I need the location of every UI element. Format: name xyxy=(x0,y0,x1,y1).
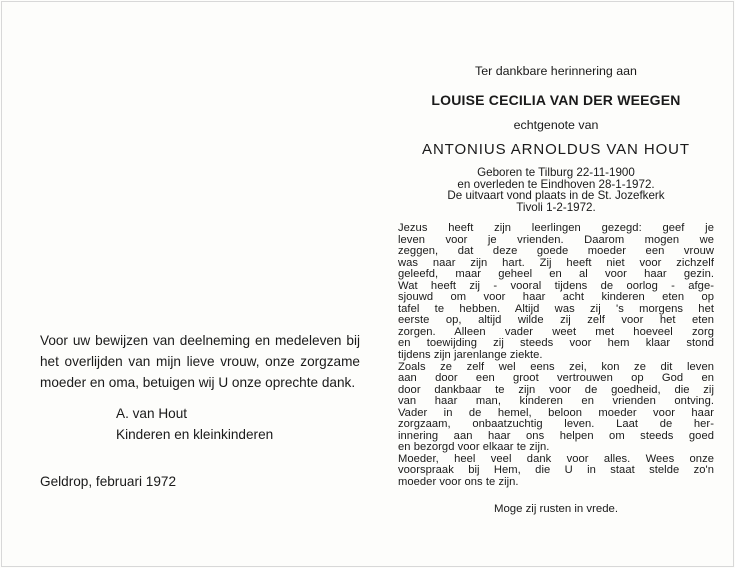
eulogy-line: en bezorgd voor elkaar te zijn. xyxy=(398,441,550,454)
life-dates xyxy=(398,167,714,213)
eulogy-line: leven voor je vrienden. Daarom mogen we xyxy=(398,233,714,246)
eulogy-line: Moeder, heel veel dank voor alles. Wees onze xyxy=(398,452,714,465)
eulogy-line: zorgzaam, onbaatzuchtig leven. Laat de her- xyxy=(398,418,714,431)
eulogy-line: door dankbaar te zijn voor de goedheid, die zij xyxy=(398,383,714,396)
thanks-message: Voor uw bewijzen van deelneming en medeleven bij het overlijden van mijn lieve vrouw, onze zorgzame moeder en oma, betuigen wij U onze oprechte dank. xyxy=(40,333,360,390)
spouse-label: echtgenote van xyxy=(513,118,599,132)
eulogy-line: voorspraak bij Hem, die U in staat stelde zo'n xyxy=(398,464,714,477)
eulogy-line: van haar man, kinderen en vrienden ontving. xyxy=(398,395,714,408)
eulogy-line: was naar zijn hart. Zij heeft niet voor zichzelf xyxy=(398,256,714,269)
eulogy-line: eerste op, altijd wilde zij zelf voor het eten xyxy=(398,314,714,327)
eulogy-line: Wat heeft zij - vooral tijdens de oorlog - afge- xyxy=(398,279,714,292)
closing-line: Moge zij rusten in vrede. xyxy=(493,503,619,515)
funeral-date-line: Tivoli 1-2-1972. xyxy=(516,200,596,214)
eulogy-line: tafel te hebben. Altijd was zij 's morgens het xyxy=(398,302,714,315)
family-line: Kinderen en kleinkinderen xyxy=(116,427,274,442)
eulogy-line: geleefd, maar geheel en al voor haar gezin. xyxy=(398,268,714,281)
eulogy-line: innering aan haar ons helpen om steeds goed xyxy=(398,429,714,442)
signature-block xyxy=(116,403,360,445)
spouse-name: ANTONIUS ARNOLDUS VAN HOUT xyxy=(422,141,690,158)
eulogy-line: Vader in de hemel, beloon moeder voor haar xyxy=(398,406,714,419)
intro-line: Ter dankbare herinnering aan xyxy=(475,64,637,78)
eulogy-line: Zoals ze zelf wel eens zei, kon ze dit leven xyxy=(398,360,714,373)
eulogy-line: Jezus heeft zijn leerlingen gezegd: geef je xyxy=(398,222,714,234)
eulogy-line: aan door een groot vertrouwen op God en xyxy=(398,372,714,385)
signer-name: A. van Hout xyxy=(116,406,188,421)
eulogy-line: sjouwd om voor haar acht kinderen eten op xyxy=(398,291,714,304)
left-panel xyxy=(40,330,360,489)
eulogy-line: en toewijding zij steeds voor hem klaar stond xyxy=(398,337,714,350)
right-panel xyxy=(398,63,714,515)
eulogy-line: moeder voor ons te zijn. xyxy=(398,476,519,489)
funeral-line: De uitvaart vond plaats in de St. Jozefkerk xyxy=(447,189,665,203)
deceased-name: LOUISE CECILIA VAN DER WEEGEN xyxy=(431,92,681,108)
eulogy-line: tijdens zijn jarenlange ziekte. xyxy=(398,349,543,362)
eulogy-text xyxy=(398,223,714,489)
eulogy-line: zeggen, dat deze goede moeder een vrouw xyxy=(398,245,714,258)
death-line: en overleden te Eindhoven 28-1-1972. xyxy=(457,177,655,191)
eulogy-line: zorgen. Alleen vader weet met hoeveel zorg xyxy=(398,325,714,338)
place-date: Geldrop, februari 1972 xyxy=(40,474,177,489)
birth-line: Geboren te Tilburg 22-11-1900 xyxy=(477,166,635,179)
